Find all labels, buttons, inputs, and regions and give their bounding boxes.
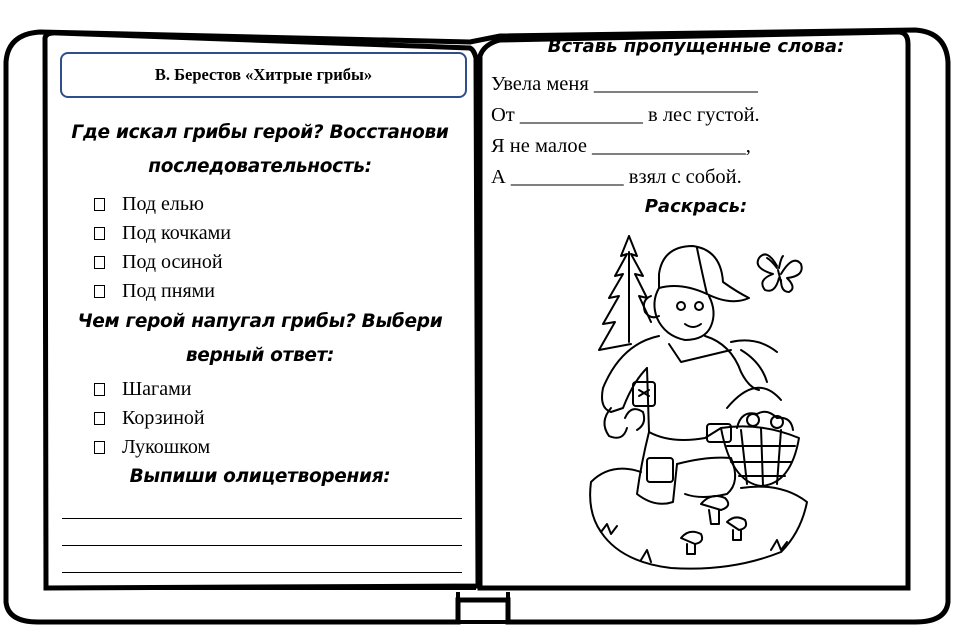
checkbox[interactable] xyxy=(94,198,105,211)
color-title: Раскрась: xyxy=(644,196,748,217)
option-item[interactable]: Под кочками xyxy=(94,219,231,248)
option-item[interactable]: Корзиной xyxy=(94,404,210,433)
answer-line[interactable] xyxy=(62,572,462,573)
poem-line[interactable]: От ____________ в лес густой. xyxy=(491,104,760,126)
cap-icon xyxy=(659,246,749,301)
question-personification: Выпиши олицетворения: xyxy=(129,466,391,487)
options-scare xyxy=(94,375,210,462)
option-item[interactable]: Под осиной xyxy=(94,248,231,277)
right-page xyxy=(486,36,906,576)
poem-line[interactable]: А ___________ взял с собой. xyxy=(491,166,742,188)
option-item[interactable]: Под елью xyxy=(94,190,231,219)
option-item[interactable]: Шагами xyxy=(94,375,210,404)
option-item[interactable]: Под пнями xyxy=(94,277,231,306)
butterfly-icon xyxy=(758,254,802,292)
checkbox[interactable] xyxy=(94,285,105,298)
mushroom-icon xyxy=(681,496,746,554)
poem-line[interactable]: Увела меня ________________ xyxy=(491,73,758,95)
page-title: В. Берестов «Хитрые грибы» xyxy=(60,52,467,98)
options-where xyxy=(94,190,231,306)
checkbox[interactable] xyxy=(94,256,105,269)
basket-icon xyxy=(721,388,799,486)
fill-in-title: Вставь пропущенные слова: xyxy=(547,36,845,57)
poem-line[interactable]: Я не малое _______________, xyxy=(491,135,751,157)
answer-line[interactable] xyxy=(62,545,462,546)
left-page xyxy=(52,42,468,567)
option-item[interactable]: Лукошком xyxy=(94,433,210,462)
answer-lines[interactable] xyxy=(62,518,462,599)
checkbox[interactable] xyxy=(94,441,105,454)
checkbox[interactable] xyxy=(94,227,105,240)
coloring-picture[interactable] xyxy=(581,232,811,577)
answer-line[interactable] xyxy=(62,518,462,519)
question-scare: Чем герой напугал грибы? Выбери верный ответ: xyxy=(77,311,443,366)
fir-tree-icon xyxy=(599,236,651,350)
question-where: Где искал грибы герой? Восстанови последовательность: xyxy=(71,122,449,177)
checkbox[interactable] xyxy=(94,383,105,396)
poem xyxy=(491,69,760,193)
checkbox[interactable] xyxy=(94,412,105,425)
